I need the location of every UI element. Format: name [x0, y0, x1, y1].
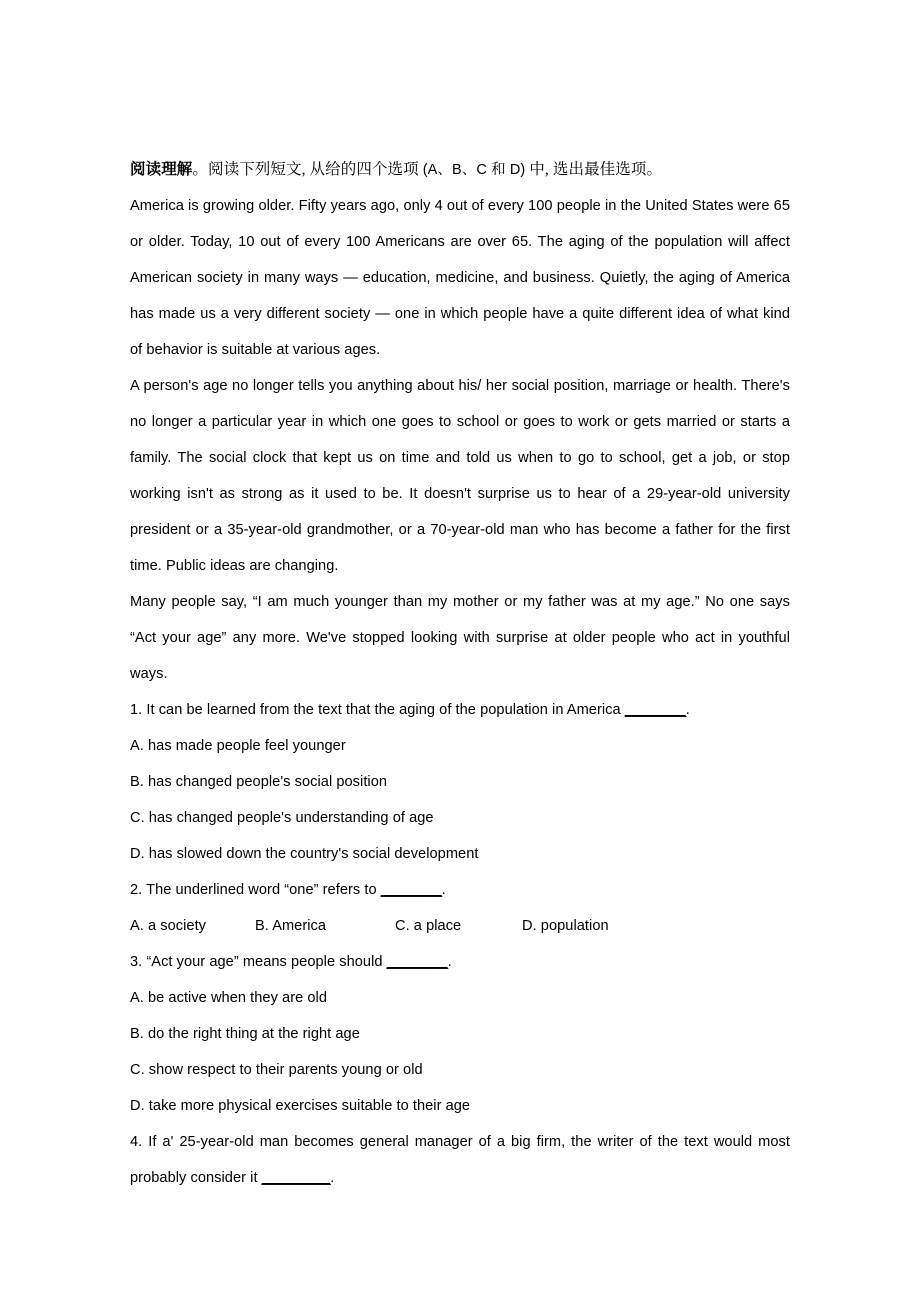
- question-3-option-a[interactable]: A. be active when they are old: [130, 990, 328, 1006]
- question-1-stem-end: .: [685, 702, 690, 718]
- question-2-stem-text: 2. The underlined word “one” refers to: [130, 882, 381, 898]
- question-3-stem: [130, 944, 790, 980]
- question-2-blank: ________: [380, 882, 442, 898]
- question-2-options-row: [130, 908, 790, 944]
- passage-paragraph-3: Many people say, “I am much younger than my mother or my father was at my age.” No one says “Act your age” any more. We've stopped looking with surprise at older people who act in youthful ways.: [130, 594, 790, 682]
- question-4-stem: [130, 1124, 790, 1196]
- question-1-option-c[interactable]: C. has changed people's understanding of age: [130, 810, 434, 826]
- question-1-stem-text: 1. It can be learned from the text that the aging of the population in America: [130, 702, 625, 718]
- question-4-stem-end: .: [330, 1170, 335, 1186]
- question-3-option-b[interactable]: B. do the right thing at the right age: [130, 1026, 360, 1042]
- passage-paragraph-2: A person's age no longer tells you anything about his/ her social position, marriage or health. There's no longer a particular year in which one goes to school or goes to work or gets married or starts a family. The social clock that kept us on time and told us when to go to school, get a job, or stop working isn't as strong as it used to be. It doesn't surprise us to hear of a 29-year-old university president or a 35-year-old grandmother, or a 70-year-old man who has become a father for the first time. Public ideas are changing.: [130, 378, 790, 574]
- question-1-option-a[interactable]: A. has made people feel younger: [130, 738, 346, 754]
- text-column: [130, 152, 790, 1196]
- section-heading: [130, 152, 790, 188]
- question-3-stem-text: 3. “Act your age” means people should: [130, 954, 387, 970]
- question-3-option-c[interactable]: C. show respect to their parents young or old: [130, 1062, 423, 1078]
- passage-paragraph-1: America is growing older. Fifty years ago, only 4 out of every 100 people in the United States were 65 or older. Today, 10 out of every 100 Americans are over 65. The aging of the population will affect American society in many ways — education, medicine, and business. Quietly, the aging of America has made us a very different society — one in which people have a quite different idea of what kind of behavior is suitable at various ages.: [130, 198, 790, 358]
- section-heading-choices: (A、B、C 和 D): [422, 162, 526, 178]
- question-1-option-b[interactable]: B. has changed people's social position: [130, 774, 388, 790]
- question-2-option-a[interactable]: A. a society: [130, 918, 207, 934]
- section-heading-instruction: 。阅读下列短文, 从给的四个选项: [192, 161, 423, 178]
- section-heading-lead: 阅读理解: [130, 161, 193, 178]
- question-1-option-d[interactable]: D. has slowed down the country's social development: [130, 846, 479, 862]
- question-3-option-d[interactable]: D. take more physical exercises suitable to their age: [130, 1098, 471, 1114]
- question-4-blank: _________: [261, 1170, 331, 1186]
- question-2-stem-end: .: [441, 882, 446, 898]
- question-1-blank: ________: [624, 702, 686, 718]
- question-4-stem-text: 4. If a' 25-year-old man becomes general manager of a big firm, the writer of the text would most probably consider it: [130, 1134, 790, 1186]
- question-2-option-c[interactable]: C. a place: [395, 918, 462, 934]
- question-2-option-b[interactable]: B. America: [255, 918, 327, 934]
- section-heading-tail: 中, 选出最佳选项。: [525, 161, 663, 178]
- question-3-stem-end: .: [447, 954, 452, 970]
- question-3-blank: ________: [386, 954, 448, 970]
- question-2-stem: [130, 872, 790, 908]
- question-1-stem: [130, 692, 790, 728]
- question-2-option-d[interactable]: D. population: [522, 918, 609, 934]
